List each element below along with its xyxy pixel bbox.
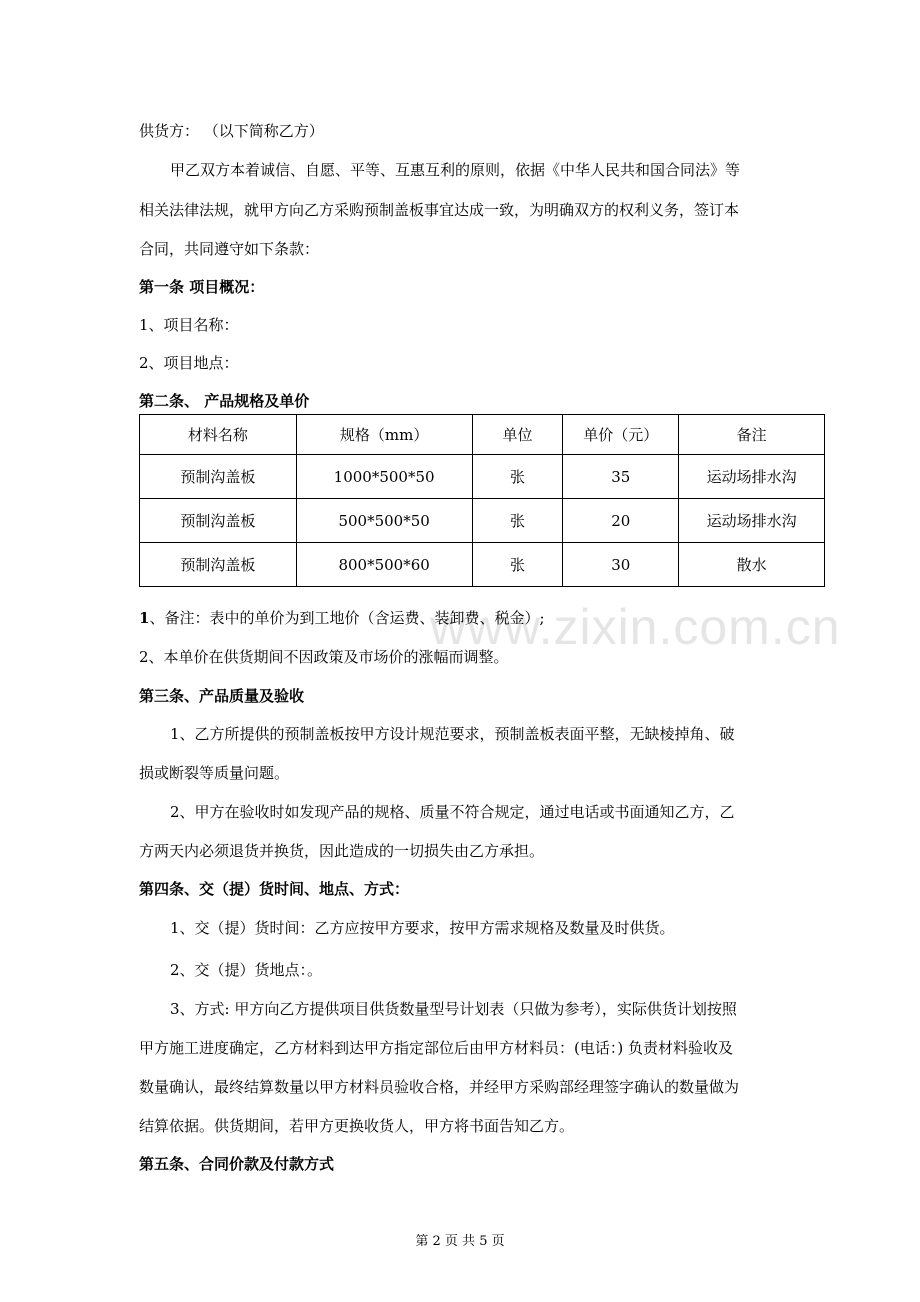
project-location-item: 2、项目地点： xyxy=(139,354,239,372)
article-3-item-2-line-1: 2、甲方在验收时如发现产品的规格、质量不符合规定，通过电话或书面通知乙方，乙 xyxy=(170,803,735,821)
intro-paragraph-line-1: 甲乙双方本着诚信、自愿、平等、互惠互利的原则，依据《中华人民共和国合同法》等 xyxy=(170,161,741,179)
cell-material-name: 预制沟盖板 xyxy=(140,543,297,587)
project-name-item: 1、项目名称： xyxy=(139,316,239,334)
cell-unit: 张 xyxy=(472,499,563,543)
article-4-item-2: 2、交（提）货地点：。 xyxy=(170,961,323,979)
cell-unit-price: 35 xyxy=(563,455,679,499)
spec-price-table xyxy=(139,414,825,587)
article-3-title: 第三条、产品质量及验收 xyxy=(139,687,305,705)
supplier-line: 供货方： （以下简称乙方） xyxy=(139,122,324,140)
table-row xyxy=(140,455,825,499)
article-2-title: 第二条、 产品规格及单价 xyxy=(139,392,310,410)
article-1-title: 第一条 项目概况： xyxy=(139,278,265,296)
article-4-item-3-line-2: 甲方施工进度确定，乙方材料到达甲方指定部位后由甲方材料员：(电话：) 负责材料验收及 xyxy=(139,1039,733,1057)
cell-unit-price: 30 xyxy=(563,543,679,587)
article-4-item-3-line-3: 数量确认，最终结算数量以甲方材料员验收合格，并经甲方采购部经理签字确认的数量做为 xyxy=(139,1078,740,1096)
cell-specification: 500*500*50 xyxy=(296,499,472,543)
article-5-title: 第五条、合同价款及付款方式 xyxy=(139,1155,335,1173)
header-specification: 规格（mm） xyxy=(296,415,472,455)
cell-specification: 800*500*60 xyxy=(296,543,472,587)
price-note-1-number: 1 xyxy=(139,609,150,627)
cell-unit-price: 20 xyxy=(563,499,679,543)
cell-remark: 运动场排水沟 xyxy=(679,455,825,499)
watermark: www.zixin.com.cn xyxy=(430,599,841,655)
price-note-1-text: 、备注：表中的单价为到工地价（含运费、装卸费、税金）; xyxy=(149,609,545,627)
article-4-item-1: 1、交（提）货时间：乙方应按甲方要求，按甲方需求规格及数量及时供货。 xyxy=(170,919,675,937)
intro-paragraph-line-3: 合同，共同遵守如下条款： xyxy=(139,240,320,258)
cell-unit: 张 xyxy=(472,543,563,587)
article-3-item-1-line-2: 损或断裂等质量问题。 xyxy=(139,764,290,782)
cell-specification: 1000*500*50 xyxy=(296,455,472,499)
cell-unit: 张 xyxy=(472,455,563,499)
table-row xyxy=(140,499,825,543)
table-row xyxy=(140,543,825,587)
article-3-item-2-line-2: 方两天内必须退货并换货，因此造成的一切损失由乙方承担。 xyxy=(139,842,545,860)
intro-paragraph-line-2: 相关法律法规，就甲方向乙方采购预制盖板事宜达成一致，为明确双方的权利义务，签订本 xyxy=(139,201,740,219)
header-unit-price: 单价（元） xyxy=(563,415,679,455)
page-footer: 第 2 页 共 5 页 xyxy=(415,1234,505,1249)
header-material-name: 材料名称 xyxy=(140,415,297,455)
article-3-item-1-line-1: 1、乙方所提供的预制盖板按甲方设计规范要求，预制盖板表面平整，无缺棱掉角、破 xyxy=(170,725,735,743)
cell-remark: 散水 xyxy=(679,543,825,587)
article-4-title: 第四条、交（提）货时间、地点、方式： xyxy=(139,880,410,898)
article-4-item-3-line-1: 3、方式: 甲方向乙方提供项目供货数量型号计划表（只做为参考），实际供货计划按照 xyxy=(170,1000,737,1018)
article-4-item-3-line-4: 结算依据。供货期间，若甲方更换收货人，甲方将书面告知乙方。 xyxy=(139,1117,575,1135)
price-note-2: 2、本单价在供货期间不因政策及市场价的涨幅而调整。 xyxy=(139,648,509,666)
cell-remark: 运动场排水沟 xyxy=(679,499,825,543)
cell-material-name: 预制沟盖板 xyxy=(140,455,297,499)
cell-material-name: 预制沟盖板 xyxy=(140,499,297,543)
table-header-row xyxy=(140,415,825,455)
price-note-1 xyxy=(139,608,545,628)
header-unit: 单位 xyxy=(472,415,563,455)
header-remark: 备注 xyxy=(679,415,825,455)
